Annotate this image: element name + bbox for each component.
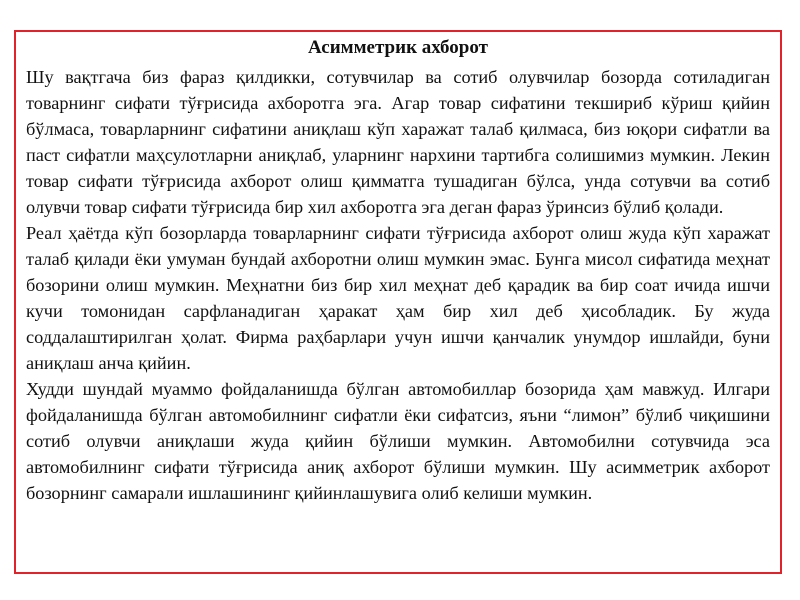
document-frame [14, 30, 782, 574]
paragraph-2: Реал ҳаётда кўп бозорларда товарларнинг сифати тўғрисида ахборот олиш жуда кўп харажат талаб қилади ёки умуман бундай ахборотни олиш мумкин эмас. Бунга мисол сифатида меҳнат бозорини олиш мумкин. Меҳнатни биз бир хил меҳнат деб қарадик ва бир соат ичида ишчи кучи томонидан сарфланадиган ҳаракат ҳам бир хил деб ҳисобладик. Бу жуда соддалаштирилган ҳолат. Фирма раҳбарлари учун ишчи қанчалик унумдор ишлайди, буни аниқлаш анча қийин. [26, 223, 770, 373]
document-title: Асимметрик ахборот [308, 37, 488, 58]
paragraph-1: Шу вақтгача биз фараз қилдикки, сотувчилар ва сотиб олувчилар бозорда сотиладиган товарнинг сифати тўғрисида ахборотга эга. Агар товар сифатини текшириб кўриш қийин бўлмаса, товарларнинг сифатини аниқлаш кўп харажат талаб қилмаса, биз юқори сифатли ва паст сифатли маҳсулотларни аниқлаб, уларнинг нархини тартибга солишимиз мумкин. Лекин товар сифати тўғрисида ахборот олиш қимматга тушадиган бўлса, унда сотувчи ва сотиб олувчи товар сифати тўғрисида бир хил ахборотга эга деган фараз ўринсиз бўлиб қолади. [26, 67, 770, 217]
paragraph-3: Худди шундай муаммо фойдаланишда бўлган автомобиллар бозорида ҳам мавжуд. Илгари фойдаланишда бўлган автомобилнинг сифатли ёки сифатсиз, яъни “лимон” бўлиб чиқишини сотиб олувчи аниқлаши жуда қийин бўлиши мумкин. Автомобилни сотувчида эса автомобилнинг сифати тўғрисида аниқ ахборот бўлиши мумкин. Шу асимметрик ахборот бозорнинг самарали ишлашининг қийинлашувига олиб келиши мумкин. [26, 379, 770, 503]
